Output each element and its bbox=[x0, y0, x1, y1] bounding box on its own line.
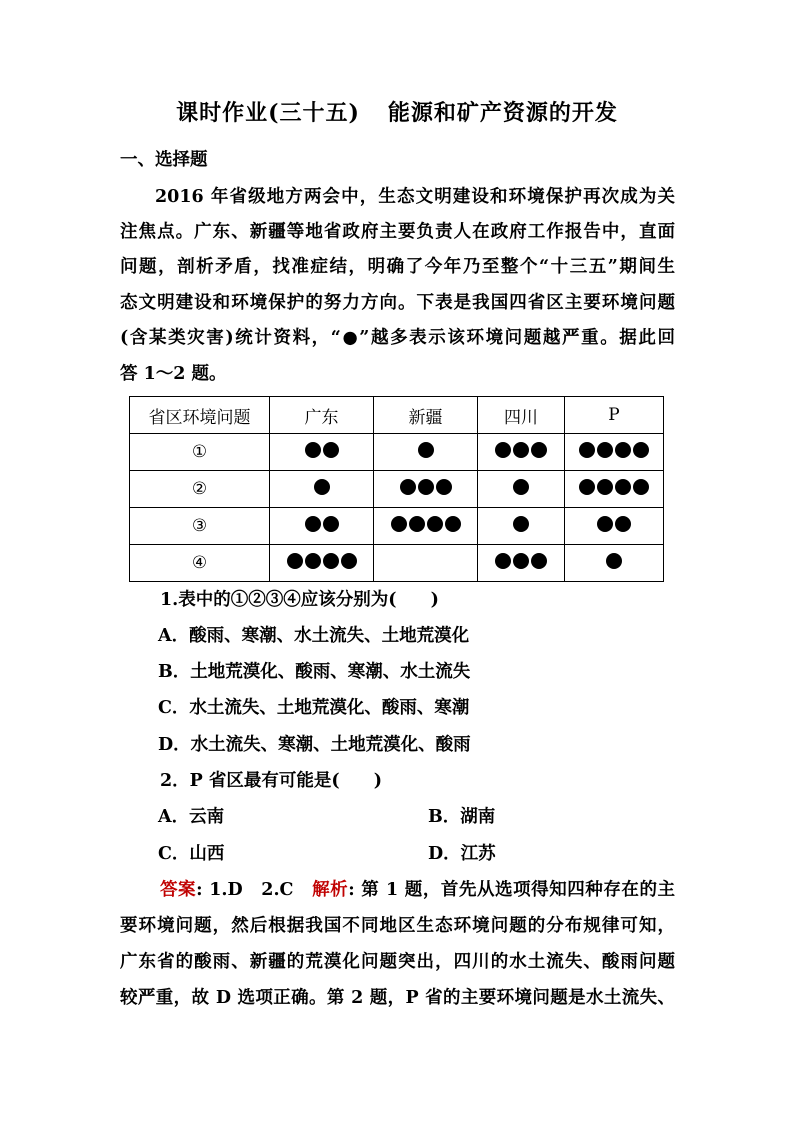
intro-line: 答 1～2 题。 bbox=[120, 364, 227, 384]
dot-cell bbox=[374, 434, 478, 471]
section-heading: 一、选择题 bbox=[120, 150, 208, 170]
dot-group bbox=[391, 516, 461, 532]
severity-dot bbox=[513, 516, 529, 532]
severity-dot bbox=[597, 442, 613, 458]
severity-dot bbox=[400, 479, 416, 495]
dot-cell bbox=[565, 434, 664, 471]
answer-value: 1.D 2.C bbox=[202, 880, 313, 900]
answer-line bbox=[160, 876, 675, 901]
q2-stem-text: 2．P 省区最有可能是( bbox=[160, 771, 340, 791]
analysis-line: 较严重，故 D 选项正确。第 2 题，P 省的主要环境问题是水土流失、 bbox=[120, 988, 675, 1008]
severity-dot bbox=[418, 442, 434, 458]
severity-dot bbox=[418, 479, 434, 495]
table-row bbox=[130, 434, 664, 471]
severity-dot bbox=[531, 553, 547, 569]
dot-cell bbox=[478, 434, 565, 471]
dot-group bbox=[606, 553, 622, 569]
severity-dot bbox=[495, 553, 511, 569]
severity-dot bbox=[305, 442, 321, 458]
dot-cell bbox=[478, 471, 565, 508]
dot-group bbox=[513, 516, 529, 532]
dot-group bbox=[305, 442, 339, 458]
severity-dot bbox=[305, 553, 321, 569]
severity-dot bbox=[409, 516, 425, 532]
intro-line: 问题，剖析矛盾，找准症结，明确了今年乃至整个“十三五”期间生 bbox=[120, 257, 675, 277]
q1-stem-close: ) bbox=[430, 590, 439, 610]
intro-line: 注焦点。广东、新疆等地省政府主要负责人在政府工作报告中，直面 bbox=[120, 222, 675, 242]
q1-option-b: B．土地荒漠化、酸雨、寒潮、水土流失 bbox=[158, 662, 471, 682]
severity-dot bbox=[495, 442, 511, 458]
severity-dot bbox=[305, 516, 321, 532]
table-row bbox=[130, 545, 664, 582]
dot-cell bbox=[478, 508, 565, 545]
q1-option-a: A．酸雨、寒潮、水土流失、土地荒漠化 bbox=[158, 626, 470, 646]
dot-cell bbox=[565, 545, 664, 582]
table-row bbox=[130, 508, 664, 545]
severity-dot bbox=[615, 479, 631, 495]
q2-stem-close: ) bbox=[373, 771, 382, 791]
severity-dot bbox=[633, 442, 649, 458]
dot-cell bbox=[270, 434, 374, 471]
intro-line: 2016 年省级地方两会中，生态文明建设和环境保护再次成为关 bbox=[155, 187, 675, 207]
environment-table bbox=[129, 396, 664, 582]
intro-line: 态文明建设和环境保护的努力方向。下表是我国四省区主要环境问题 bbox=[120, 293, 675, 313]
severity-dot bbox=[633, 479, 649, 495]
title-right: 能源和矿产资源的开发 bbox=[387, 100, 618, 126]
severity-dot bbox=[597, 479, 613, 495]
severity-dot bbox=[445, 516, 461, 532]
severity-dot bbox=[391, 516, 407, 532]
q2-option-c: C．山西 bbox=[158, 844, 225, 864]
dot-cell bbox=[374, 545, 478, 582]
dot-group bbox=[418, 442, 434, 458]
severity-dot bbox=[579, 442, 595, 458]
severity-dot bbox=[513, 442, 529, 458]
analysis-line: 广东省的酸雨、新疆的荒漠化问题突出，四川的水土流失、酸雨问题 bbox=[120, 952, 675, 972]
answer-colon: : bbox=[196, 880, 203, 900]
table-header: 新疆 bbox=[374, 397, 478, 434]
page-title bbox=[0, 96, 794, 127]
dot-cell bbox=[478, 545, 565, 582]
intro-line: (含某类灾害)统计资料，“●”越多表示该环境问题越严重。据此回 bbox=[120, 328, 675, 348]
dot-cell bbox=[270, 545, 374, 582]
severity-dot bbox=[323, 516, 339, 532]
answer-label: 答案 bbox=[160, 880, 197, 900]
dot-group bbox=[400, 479, 452, 495]
severity-dot bbox=[513, 553, 529, 569]
severity-dot bbox=[427, 516, 443, 532]
severity-dot bbox=[287, 553, 303, 569]
row-label: ② bbox=[130, 471, 270, 508]
dot-group bbox=[513, 479, 529, 495]
dot-group bbox=[597, 516, 631, 532]
dot-group bbox=[579, 442, 649, 458]
q2-option-b: B．湖南 bbox=[428, 807, 496, 827]
q2-stem bbox=[160, 767, 382, 792]
severity-dot bbox=[341, 553, 357, 569]
severity-dot bbox=[531, 442, 547, 458]
table-header: P bbox=[565, 397, 664, 434]
analysis-first: : 第 1 题，首先从选项得知四种存在的主 bbox=[348, 880, 676, 900]
table-header: 广东 bbox=[270, 397, 374, 434]
severity-dot bbox=[579, 479, 595, 495]
dot-cell bbox=[270, 508, 374, 545]
severity-dot bbox=[314, 479, 330, 495]
severity-dot bbox=[597, 516, 613, 532]
dot-cell bbox=[565, 508, 664, 545]
dot-cell bbox=[374, 508, 478, 545]
analysis-line: 要环境问题，然后根据我国不同地区生态环境问题的分布规律可知， bbox=[120, 916, 675, 936]
title-left: 课时作业(三十五) bbox=[176, 100, 360, 126]
dot-group bbox=[305, 516, 339, 532]
q1-option-c: C．水土流失、土地荒漠化、酸雨、寒潮 bbox=[158, 698, 470, 718]
table-header-row bbox=[130, 397, 664, 434]
row-label: ④ bbox=[130, 545, 270, 582]
table-header: 省区环境问题 bbox=[130, 397, 270, 434]
severity-dot bbox=[615, 516, 631, 532]
severity-dot bbox=[513, 479, 529, 495]
dot-cell bbox=[565, 471, 664, 508]
dot-cell bbox=[374, 471, 478, 508]
dot-group bbox=[314, 479, 330, 495]
dot-cell bbox=[270, 471, 374, 508]
dot-group bbox=[495, 553, 547, 569]
q2-option-d: D．江苏 bbox=[428, 844, 496, 864]
table-header: 四川 bbox=[478, 397, 565, 434]
dot-group bbox=[287, 553, 357, 569]
dot-group bbox=[579, 479, 649, 495]
severity-dot bbox=[615, 442, 631, 458]
severity-dot bbox=[436, 479, 452, 495]
severity-dot bbox=[323, 553, 339, 569]
severity-dot bbox=[606, 553, 622, 569]
q2-option-a: A．云南 bbox=[158, 807, 225, 827]
q1-option-d: D．水土流失、寒潮、土地荒漠化、酸雨 bbox=[158, 735, 471, 755]
row-label: ① bbox=[130, 434, 270, 471]
severity-dot bbox=[323, 442, 339, 458]
q1-stem bbox=[160, 586, 439, 611]
table-row bbox=[130, 471, 664, 508]
q1-stem-text: 1.表中的①②③④应该分别为( bbox=[160, 590, 397, 610]
row-label: ③ bbox=[130, 508, 270, 545]
analysis-label: 解析 bbox=[312, 880, 349, 900]
dot-group bbox=[495, 442, 547, 458]
